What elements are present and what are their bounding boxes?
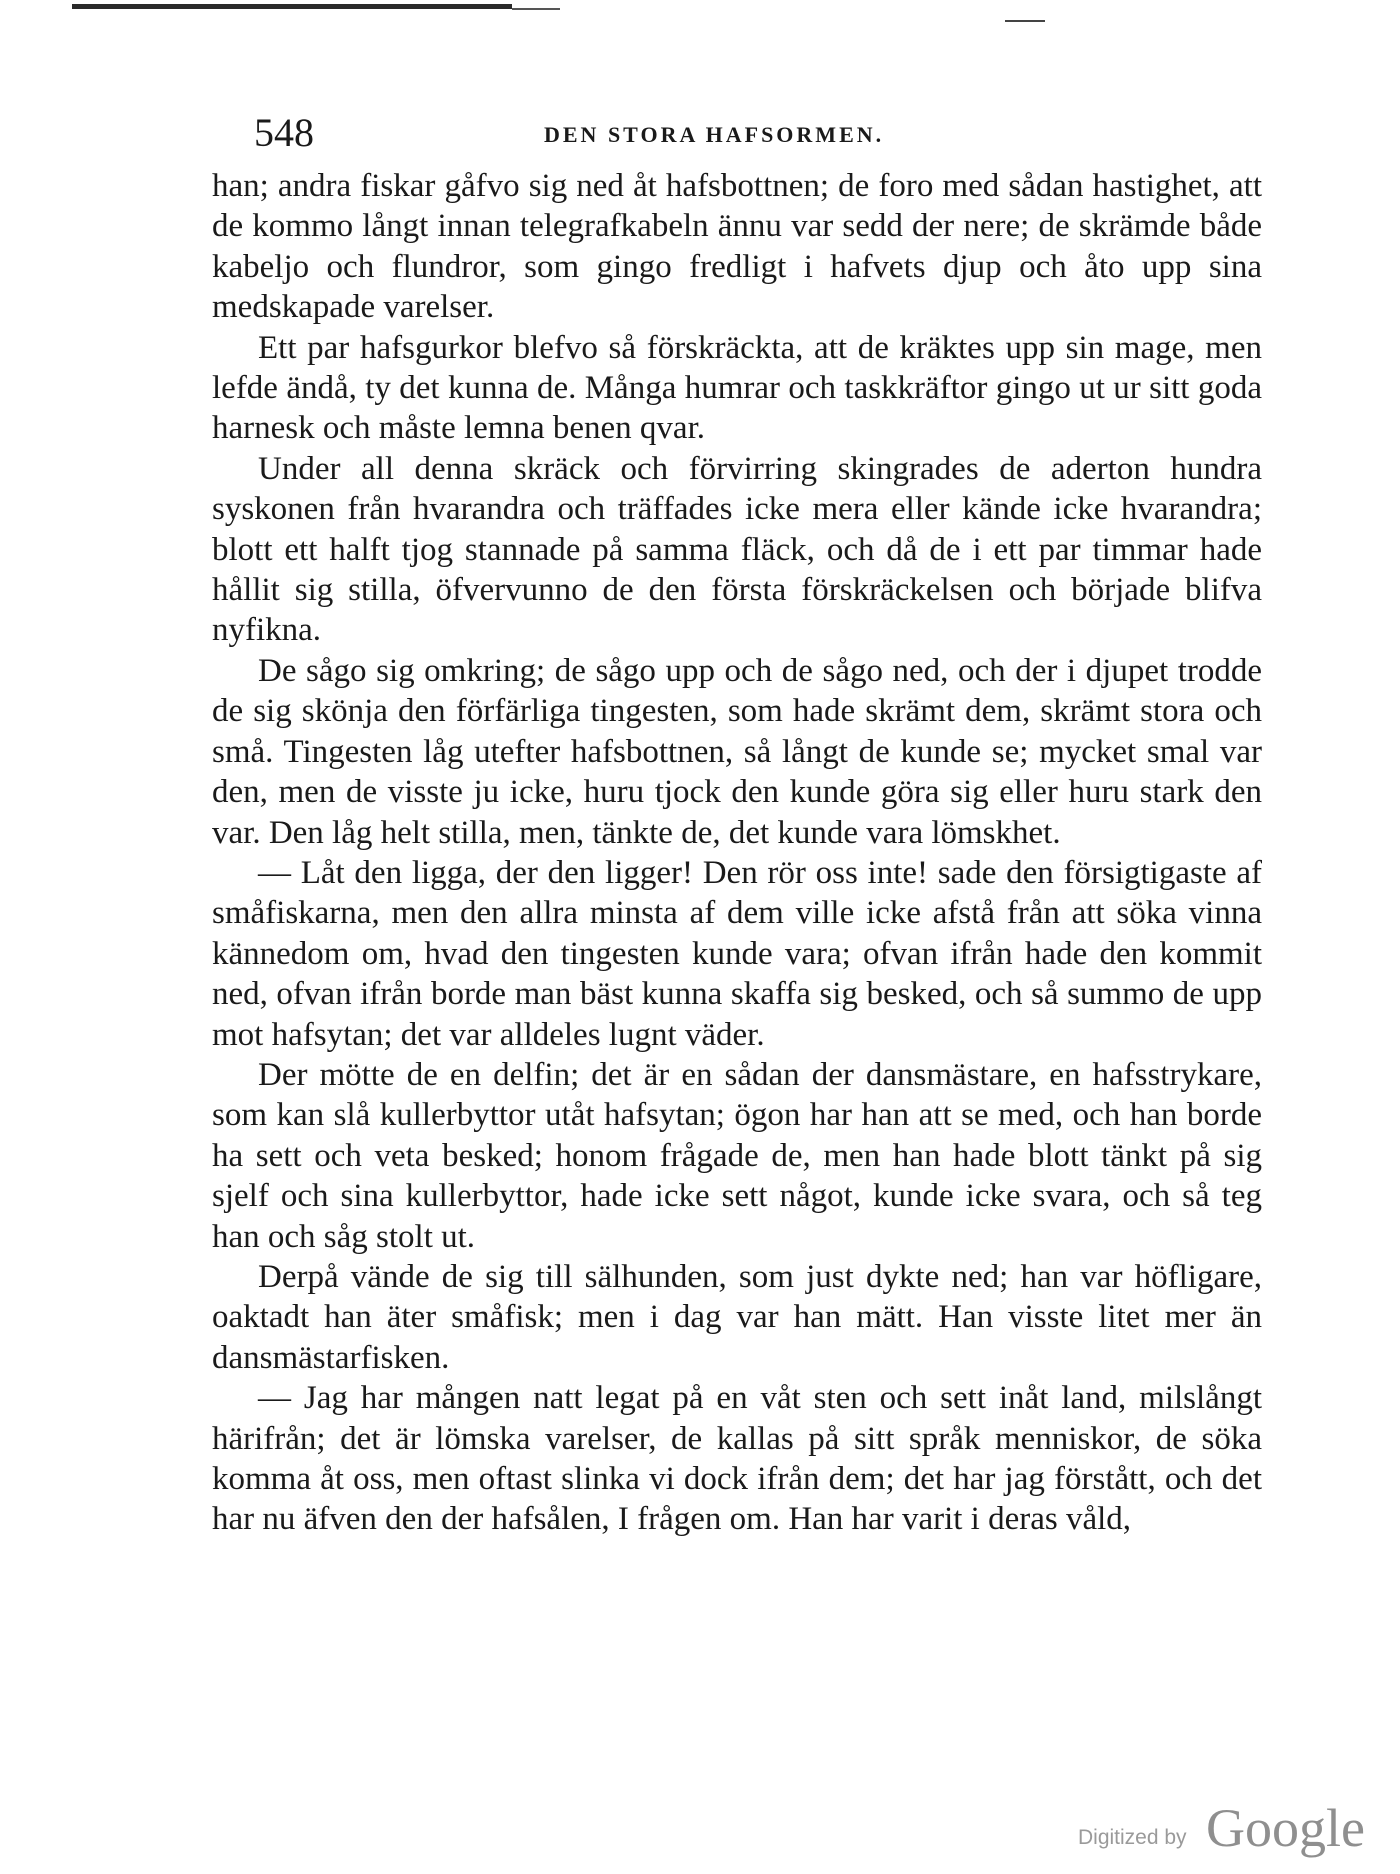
watermark-label: Digitized by	[1078, 1826, 1187, 1849]
google-logo: Google	[1206, 1798, 1365, 1858]
paragraph: De sågo sig omkring; de sågo upp och de sågo ned, och der i djupet trodde de sig skönja den förfärliga tingesten, som hade skrämt dem, skrämt stora och små. Tingesten låg utefter hafsbottnen, så långt de kunde se; mycket smal var den, men de visste ju icke, huru tjock den kunde göra sig eller huru stark den var. Den låg helt stilla, men, tänkte de, det kunde vara lömskhet.	[212, 652, 1262, 851]
top-rule-tail	[512, 8, 560, 10]
paragraph: — Jag har mången natt legat på en våt sten och sett inåt land, milslångt härifrån; det är lömska varelser, de kallas på sitt språk menniskor, de söka komma åt oss, men oftast slinka vi dock ifrån dem; det har jag förstått, och det har nu äfven den der hafsålen, I frågen om. Han har varit i deras våld,	[212, 1380, 1262, 1538]
paragraph: Under all denna skräck och förvirring skingrades de aderton hundra syskonen från hvarandra och träffades icke mera eller kände icke hvarandra; blott ett halft tjog stannade på samma fläck, och då de i ett par timmar hade hållit sig stilla, öfvervunno de den första förskräckelsen och började blifva nyfikna.	[212, 450, 1262, 649]
paragraph: Derpå vände de sig till sälhunden, som just dykte ned; han var höfligare, oaktadt han äter småfisk; men i dag var han mätt. Han visste litet mer än dansmästarfisken.	[212, 1258, 1262, 1376]
paragraph: Der mötte de en delfin; det är en sådan der dansmästare, en hafsstrykare, som kan slå kullerbyttor utåt hafsytan; ögon har han att se med, och han borde ha sett och veta besked; honom frågade de, men han hade blott tänkt på sig sjelf och sina kullerbyttor, hade icke sett något, kunde icke svara, och så teg han och såg stolt ut.	[212, 1056, 1262, 1255]
page-number: 548	[254, 110, 314, 155]
body-text	[212, 166, 1262, 1540]
digitized-watermark	[1078, 1798, 1388, 1858]
top-dash-mark	[1005, 20, 1045, 22]
running-title: DEN STORA HAFSORMEN.	[544, 122, 885, 147]
running-head	[254, 108, 1274, 158]
paragraph: Ett par hafsgurkor blefvo så förskräckta, att de kräktes upp sin mage, men lefde ändå, ty det kunna de. Många humrar och taskkräftor gingo ut ur sitt goda harnesk och måste lemna benen qvar.	[212, 329, 1262, 447]
paragraph: han; andra fiskar gåfvo sig ned åt hafsbottnen; de foro med sådan hastighet, att de kommo långt innan telegrafkabeln ännu var sedd der nere; de skrämde både kabeljo och flundror, som gingo fredligt i hafvets djup och åto upp sina medskapade varelser.	[212, 168, 1262, 326]
paragraph: — Låt den ligga, der den ligger! Den rör oss inte! sade den försigtigaste af småfiskarna, men den allra minsta af dem ville icke afstå från att söka vinna kännedom om, hvad den tingesten kunde vara; ofvan ifrån hade den kommit ned, ofvan ifrån borde man bäst kunna skaffa sig besked, och så summo de upp mot hafsytan; det var alldeles lugnt väder.	[212, 854, 1262, 1053]
top-rule	[72, 4, 512, 9]
